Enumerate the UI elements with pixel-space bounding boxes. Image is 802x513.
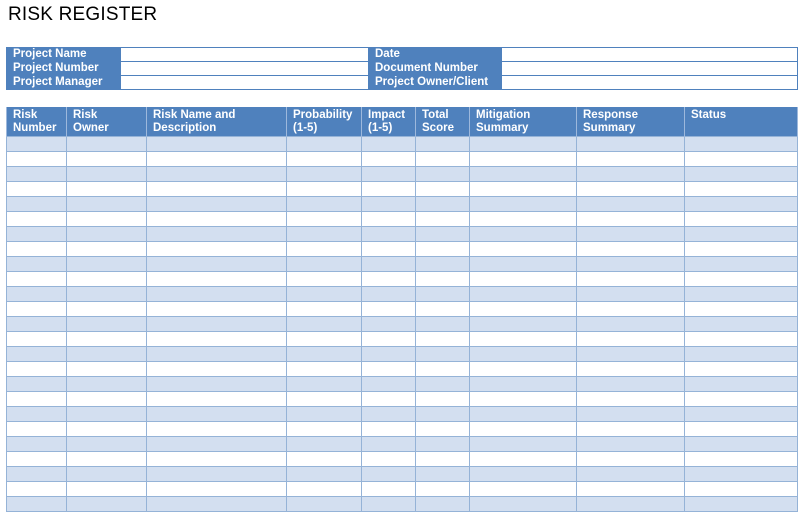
table-cell[interactable] bbox=[7, 362, 67, 377]
table-cell[interactable] bbox=[147, 467, 287, 482]
table-cell[interactable] bbox=[7, 452, 67, 467]
table-cell[interactable] bbox=[416, 377, 470, 392]
table-cell[interactable] bbox=[577, 302, 685, 317]
table-cell[interactable] bbox=[685, 452, 798, 467]
risk-register-table bbox=[6, 107, 798, 512]
table-cell[interactable] bbox=[685, 212, 798, 227]
table-cell[interactable] bbox=[147, 422, 287, 437]
table-cell[interactable] bbox=[577, 437, 685, 452]
table-cell[interactable] bbox=[470, 242, 577, 257]
table-cell[interactable] bbox=[577, 377, 685, 392]
table-cell[interactable] bbox=[287, 497, 362, 512]
table-cell[interactable] bbox=[67, 497, 147, 512]
table-cell[interactable] bbox=[577, 242, 685, 257]
table-cell[interactable] bbox=[470, 272, 577, 287]
table-cell[interactable] bbox=[577, 497, 685, 512]
table-cell[interactable] bbox=[147, 197, 287, 212]
table-cell[interactable] bbox=[470, 182, 577, 197]
table-cell[interactable] bbox=[685, 467, 798, 482]
table-row bbox=[7, 257, 798, 272]
table-row bbox=[7, 377, 798, 392]
table-cell[interactable] bbox=[7, 332, 67, 347]
table-cell[interactable] bbox=[67, 437, 147, 452]
table-cell[interactable] bbox=[7, 227, 67, 242]
table-cell[interactable] bbox=[287, 182, 362, 197]
table-row bbox=[7, 392, 798, 407]
table-cell[interactable] bbox=[577, 347, 685, 362]
table-cell[interactable] bbox=[147, 227, 287, 242]
table-cell[interactable] bbox=[67, 272, 147, 287]
header-risk-name: Risk Name and Description bbox=[147, 107, 287, 137]
table-cell[interactable] bbox=[287, 167, 362, 182]
table-cell[interactable] bbox=[470, 287, 577, 302]
table-cell[interactable] bbox=[470, 227, 577, 242]
table-cell[interactable] bbox=[470, 152, 577, 167]
table-cell[interactable] bbox=[7, 182, 67, 197]
table-cell[interactable] bbox=[147, 437, 287, 452]
table-cell[interactable] bbox=[287, 272, 362, 287]
table-cell[interactable] bbox=[685, 377, 798, 392]
table-row bbox=[7, 152, 798, 167]
table-cell[interactable] bbox=[287, 152, 362, 167]
table-cell[interactable] bbox=[67, 227, 147, 242]
table-cell[interactable] bbox=[362, 422, 416, 437]
table-cell[interactable] bbox=[362, 152, 416, 167]
table-row bbox=[7, 272, 798, 287]
document-number-label: Document Number bbox=[369, 62, 502, 76]
table-cell[interactable] bbox=[362, 137, 416, 152]
table-cell[interactable] bbox=[416, 197, 470, 212]
table-cell[interactable] bbox=[147, 497, 287, 512]
table-cell[interactable] bbox=[416, 137, 470, 152]
table-row bbox=[7, 227, 798, 242]
table-cell[interactable] bbox=[67, 302, 147, 317]
table-cell[interactable] bbox=[470, 407, 577, 422]
table-row bbox=[7, 452, 798, 467]
table-cell[interactable] bbox=[147, 212, 287, 227]
table-cell[interactable] bbox=[287, 197, 362, 212]
document-number-field[interactable] bbox=[502, 62, 798, 76]
table-row bbox=[7, 287, 798, 302]
table-cell[interactable] bbox=[67, 212, 147, 227]
table-cell[interactable] bbox=[287, 452, 362, 467]
table-cell[interactable] bbox=[470, 347, 577, 362]
table-cell[interactable] bbox=[67, 287, 147, 302]
table-cell[interactable] bbox=[7, 287, 67, 302]
table-cell[interactable] bbox=[7, 212, 67, 227]
table-cell[interactable] bbox=[470, 362, 577, 377]
table-cell[interactable] bbox=[577, 257, 685, 272]
table-cell[interactable] bbox=[577, 137, 685, 152]
table-cell[interactable] bbox=[67, 167, 147, 182]
table-cell[interactable] bbox=[416, 347, 470, 362]
table-cell[interactable] bbox=[577, 197, 685, 212]
table-cell[interactable] bbox=[7, 272, 67, 287]
table-cell[interactable] bbox=[362, 287, 416, 302]
table-cell[interactable] bbox=[287, 467, 362, 482]
table-cell[interactable] bbox=[416, 407, 470, 422]
project-owner-field[interactable] bbox=[502, 76, 798, 90]
table-cell[interactable] bbox=[685, 197, 798, 212]
project-info-row bbox=[7, 76, 798, 90]
table-cell[interactable] bbox=[470, 137, 577, 152]
table-cell[interactable] bbox=[362, 272, 416, 287]
table-cell[interactable] bbox=[416, 392, 470, 407]
table-cell[interactable] bbox=[287, 227, 362, 242]
table-cell[interactable] bbox=[577, 272, 685, 287]
table-cell[interactable] bbox=[470, 422, 577, 437]
table-cell[interactable] bbox=[67, 182, 147, 197]
table-cell[interactable] bbox=[577, 422, 685, 437]
table-cell[interactable] bbox=[362, 167, 416, 182]
table-cell[interactable] bbox=[685, 392, 798, 407]
table-row bbox=[7, 317, 798, 332]
project-number-field[interactable] bbox=[121, 62, 369, 76]
table-cell[interactable] bbox=[7, 152, 67, 167]
table-cell[interactable] bbox=[685, 257, 798, 272]
table-cell[interactable] bbox=[416, 422, 470, 437]
register-body bbox=[7, 137, 798, 512]
table-cell[interactable] bbox=[67, 317, 147, 332]
table-cell[interactable] bbox=[685, 302, 798, 317]
table-cell[interactable] bbox=[147, 392, 287, 407]
table-cell[interactable] bbox=[416, 437, 470, 452]
table-cell[interactable] bbox=[362, 332, 416, 347]
table-cell[interactable] bbox=[416, 467, 470, 482]
table-cell[interactable] bbox=[362, 362, 416, 377]
table-cell[interactable] bbox=[362, 497, 416, 512]
table-cell[interactable] bbox=[287, 242, 362, 257]
table-cell[interactable] bbox=[287, 287, 362, 302]
document-title: RISK REGISTER bbox=[8, 4, 158, 25]
table-cell[interactable] bbox=[7, 392, 67, 407]
project-manager-field[interactable] bbox=[121, 76, 369, 90]
table-cell[interactable] bbox=[416, 182, 470, 197]
table-cell[interactable] bbox=[416, 452, 470, 467]
table-cell[interactable] bbox=[7, 437, 67, 452]
table-cell[interactable] bbox=[362, 482, 416, 497]
table-cell[interactable] bbox=[67, 257, 147, 272]
table-cell[interactable] bbox=[470, 212, 577, 227]
table-row bbox=[7, 482, 798, 497]
table-cell[interactable] bbox=[416, 242, 470, 257]
table-cell[interactable] bbox=[470, 197, 577, 212]
table-cell[interactable] bbox=[7, 137, 67, 152]
project-name-label: Project Name bbox=[7, 48, 121, 62]
table-cell[interactable] bbox=[685, 407, 798, 422]
table-row bbox=[7, 182, 798, 197]
table-cell[interactable] bbox=[362, 302, 416, 317]
table-cell[interactable] bbox=[287, 407, 362, 422]
table-cell[interactable] bbox=[577, 452, 685, 467]
table-cell[interactable] bbox=[362, 212, 416, 227]
table-cell[interactable] bbox=[147, 152, 287, 167]
table-cell[interactable] bbox=[362, 452, 416, 467]
table-cell[interactable] bbox=[470, 392, 577, 407]
table-row bbox=[7, 167, 798, 182]
table-cell[interactable] bbox=[67, 482, 147, 497]
project-name-field[interactable] bbox=[121, 48, 369, 62]
table-cell[interactable] bbox=[470, 257, 577, 272]
table-row bbox=[7, 407, 798, 422]
table-row bbox=[7, 422, 798, 437]
table-cell[interactable] bbox=[577, 392, 685, 407]
table-cell[interactable] bbox=[287, 422, 362, 437]
table-cell[interactable] bbox=[7, 497, 67, 512]
table-row bbox=[7, 137, 798, 152]
table-cell[interactable] bbox=[362, 227, 416, 242]
table-cell[interactable] bbox=[7, 167, 67, 182]
table-cell[interactable] bbox=[685, 347, 798, 362]
table-cell[interactable] bbox=[7, 407, 67, 422]
table-cell[interactable] bbox=[685, 242, 798, 257]
table-cell[interactable] bbox=[685, 422, 798, 437]
header-risk-owner: Risk Owner bbox=[67, 107, 147, 137]
table-cell[interactable] bbox=[685, 497, 798, 512]
table-cell[interactable] bbox=[470, 467, 577, 482]
table-cell[interactable] bbox=[67, 347, 147, 362]
table-cell[interactable] bbox=[470, 437, 577, 452]
table-cell[interactable] bbox=[577, 362, 685, 377]
table-cell[interactable] bbox=[362, 407, 416, 422]
table-cell[interactable] bbox=[685, 227, 798, 242]
project-info-table bbox=[6, 47, 798, 90]
project-info-row bbox=[7, 62, 798, 76]
table-cell[interactable] bbox=[67, 377, 147, 392]
table-cell[interactable] bbox=[7, 242, 67, 257]
table-cell[interactable] bbox=[287, 377, 362, 392]
table-cell[interactable] bbox=[685, 272, 798, 287]
table-row bbox=[7, 467, 798, 482]
table-cell[interactable] bbox=[685, 362, 798, 377]
table-cell[interactable] bbox=[147, 302, 287, 317]
table-cell[interactable] bbox=[577, 152, 685, 167]
table-cell[interactable] bbox=[67, 392, 147, 407]
date-label: Date bbox=[369, 48, 502, 62]
date-field[interactable] bbox=[502, 48, 798, 62]
table-cell[interactable] bbox=[147, 167, 287, 182]
table-cell[interactable] bbox=[147, 272, 287, 287]
table-cell[interactable] bbox=[685, 167, 798, 182]
table-cell[interactable] bbox=[685, 482, 798, 497]
table-cell[interactable] bbox=[577, 332, 685, 347]
table-cell[interactable] bbox=[287, 347, 362, 362]
table-cell[interactable] bbox=[147, 377, 287, 392]
table-row bbox=[7, 497, 798, 512]
table-cell[interactable] bbox=[67, 242, 147, 257]
table-cell[interactable] bbox=[7, 467, 67, 482]
header-total-score: Total Score bbox=[416, 107, 470, 137]
table-cell[interactable] bbox=[685, 137, 798, 152]
table-cell[interactable] bbox=[362, 467, 416, 482]
table-row bbox=[7, 302, 798, 317]
table-cell[interactable] bbox=[287, 437, 362, 452]
table-cell[interactable] bbox=[416, 302, 470, 317]
table-cell[interactable] bbox=[287, 482, 362, 497]
table-cell[interactable] bbox=[416, 482, 470, 497]
table-cell[interactable] bbox=[362, 437, 416, 452]
table-cell[interactable] bbox=[577, 317, 685, 332]
table-cell[interactable] bbox=[67, 137, 147, 152]
table-cell[interactable] bbox=[287, 362, 362, 377]
table-cell[interactable] bbox=[7, 422, 67, 437]
table-cell[interactable] bbox=[147, 362, 287, 377]
table-cell[interactable] bbox=[362, 242, 416, 257]
table-row bbox=[7, 332, 798, 347]
table-cell[interactable] bbox=[147, 347, 287, 362]
table-cell[interactable] bbox=[7, 377, 67, 392]
table-cell[interactable] bbox=[577, 482, 685, 497]
table-cell[interactable] bbox=[147, 317, 287, 332]
table-cell[interactable] bbox=[67, 197, 147, 212]
header-response-summary: Response Summary bbox=[577, 107, 685, 137]
table-cell[interactable] bbox=[470, 377, 577, 392]
table-cell[interactable] bbox=[7, 197, 67, 212]
table-cell[interactable] bbox=[577, 227, 685, 242]
table-cell[interactable] bbox=[7, 482, 67, 497]
table-cell[interactable] bbox=[470, 317, 577, 332]
table-cell[interactable] bbox=[67, 407, 147, 422]
table-cell[interactable] bbox=[67, 332, 147, 347]
header-probability: Probability (1-5) bbox=[287, 107, 362, 137]
table-cell[interactable] bbox=[147, 452, 287, 467]
table-cell[interactable] bbox=[287, 212, 362, 227]
table-cell[interactable] bbox=[7, 317, 67, 332]
table-cell[interactable] bbox=[470, 302, 577, 317]
table-cell[interactable] bbox=[287, 257, 362, 272]
register-header-row bbox=[7, 107, 798, 137]
table-cell[interactable] bbox=[577, 407, 685, 422]
project-owner-label: Project Owner/Client bbox=[369, 76, 502, 90]
table-cell[interactable] bbox=[470, 167, 577, 182]
table-cell[interactable] bbox=[362, 182, 416, 197]
table-cell[interactable] bbox=[685, 437, 798, 452]
header-status: Status bbox=[685, 107, 798, 137]
table-cell[interactable] bbox=[416, 287, 470, 302]
project-number-label: Project Number bbox=[7, 62, 121, 76]
table-cell[interactable] bbox=[577, 212, 685, 227]
table-row bbox=[7, 362, 798, 377]
table-cell[interactable] bbox=[147, 407, 287, 422]
table-cell[interactable] bbox=[416, 257, 470, 272]
table-cell[interactable] bbox=[67, 452, 147, 467]
table-cell[interactable] bbox=[287, 302, 362, 317]
table-cell[interactable] bbox=[416, 227, 470, 242]
table-cell[interactable] bbox=[287, 332, 362, 347]
table-cell[interactable] bbox=[67, 362, 147, 377]
table-cell[interactable] bbox=[67, 467, 147, 482]
table-cell[interactable] bbox=[287, 392, 362, 407]
table-row bbox=[7, 197, 798, 212]
table-cell[interactable] bbox=[416, 152, 470, 167]
table-cell[interactable] bbox=[470, 332, 577, 347]
project-info-row bbox=[7, 48, 798, 62]
table-cell[interactable] bbox=[416, 362, 470, 377]
table-cell[interactable] bbox=[147, 257, 287, 272]
table-cell[interactable] bbox=[147, 287, 287, 302]
table-cell[interactable] bbox=[577, 467, 685, 482]
table-cell[interactable] bbox=[416, 212, 470, 227]
table-cell[interactable] bbox=[67, 422, 147, 437]
table-cell[interactable] bbox=[416, 272, 470, 287]
table-cell[interactable] bbox=[685, 182, 798, 197]
table-cell[interactable] bbox=[685, 287, 798, 302]
table-cell[interactable] bbox=[362, 392, 416, 407]
table-row bbox=[7, 212, 798, 227]
table-cell[interactable] bbox=[362, 377, 416, 392]
table-cell[interactable] bbox=[577, 167, 685, 182]
table-cell[interactable] bbox=[362, 317, 416, 332]
table-cell[interactable] bbox=[147, 332, 287, 347]
table-cell[interactable] bbox=[362, 257, 416, 272]
table-cell[interactable] bbox=[147, 242, 287, 257]
table-cell[interactable] bbox=[685, 152, 798, 167]
table-cell[interactable] bbox=[287, 137, 362, 152]
table-cell[interactable] bbox=[7, 257, 67, 272]
table-row bbox=[7, 437, 798, 452]
table-row bbox=[7, 347, 798, 362]
header-mitigation-summary: Mitigation Summary bbox=[470, 107, 577, 137]
table-cell[interactable] bbox=[470, 497, 577, 512]
table-cell[interactable] bbox=[67, 152, 147, 167]
table-cell[interactable] bbox=[470, 482, 577, 497]
header-impact: Impact (1-5) bbox=[362, 107, 416, 137]
table-cell[interactable] bbox=[7, 347, 67, 362]
table-cell[interactable] bbox=[470, 452, 577, 467]
project-manager-label: Project Manager bbox=[7, 76, 121, 90]
table-cell[interactable] bbox=[577, 182, 685, 197]
table-cell[interactable] bbox=[577, 287, 685, 302]
table-cell[interactable] bbox=[416, 497, 470, 512]
table-cell[interactable] bbox=[416, 317, 470, 332]
table-cell[interactable] bbox=[147, 182, 287, 197]
table-cell[interactable] bbox=[685, 332, 798, 347]
table-cell[interactable] bbox=[7, 302, 67, 317]
table-cell[interactable] bbox=[147, 482, 287, 497]
header-risk-number: Risk Number bbox=[7, 107, 67, 137]
table-cell[interactable] bbox=[416, 167, 470, 182]
table-cell[interactable] bbox=[362, 197, 416, 212]
table-cell[interactable] bbox=[362, 347, 416, 362]
table-cell[interactable] bbox=[147, 137, 287, 152]
table-cell[interactable] bbox=[287, 317, 362, 332]
table-cell[interactable] bbox=[416, 332, 470, 347]
table-cell[interactable] bbox=[685, 317, 798, 332]
table-row bbox=[7, 242, 798, 257]
